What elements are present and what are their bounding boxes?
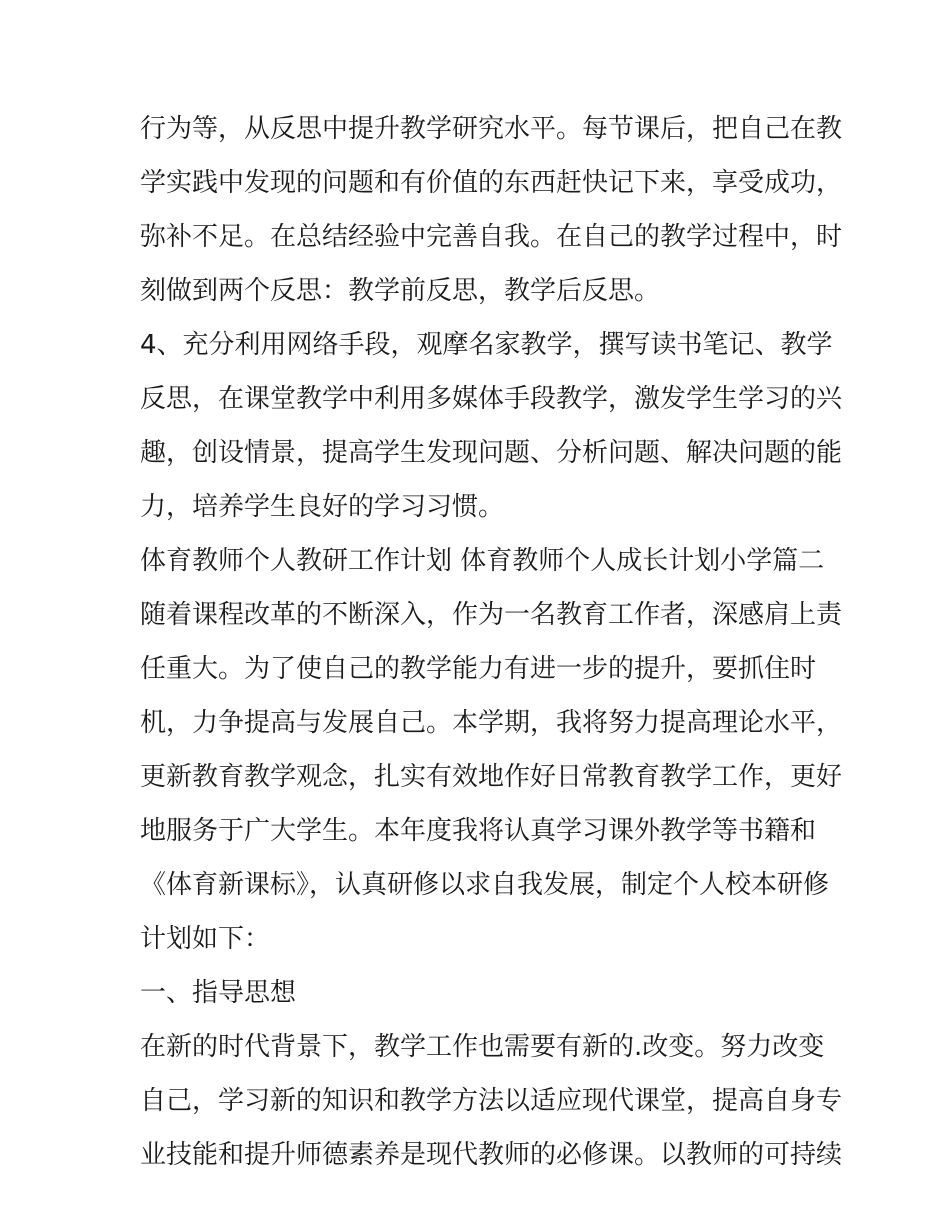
text-line: 《体育新课标》，认真研修以求自我发展，制定个人校本研修 bbox=[140, 870, 830, 900]
section-heading: 一、指导思想 bbox=[140, 978, 297, 1008]
text-line: 任重大。为了使自己的教学能力有进一步的提升，要抓住时 bbox=[140, 654, 817, 684]
text-line: 刻做到两个反思：教学前反思，教学后反思。 bbox=[140, 276, 661, 306]
text-line: 计划如下： bbox=[140, 924, 271, 954]
text-line: 趣，创设情景，提高学生发现问题、分析问题、解决问题的能 bbox=[140, 438, 843, 468]
text-line: 行为等，从反思中提升教学研究水平。每节课后，把自己在教 bbox=[140, 114, 843, 144]
text-line: 4、充分利用网络手段，观摩名家教学，撰写读书笔记、教学 bbox=[140, 330, 833, 360]
text-line: 机，力争提高与发展自己。本学期，我将努力提高理论水平， bbox=[140, 708, 843, 738]
text-line: 更新教育教学观念，扎实有效地作好日常教育教学工作，更好 bbox=[140, 762, 843, 792]
text-line: 业技能和提升师德素养是现代教师的必修课。以教师的可持续 bbox=[140, 1140, 843, 1170]
text-line: 学实践中发现的问题和有价值的东西赶快记下来，享受成功， bbox=[140, 168, 843, 198]
text-line: 力，培养学生良好的学习习惯。 bbox=[140, 492, 505, 522]
text-line: 弥补不足。在总结经验中完善自我。在自己的教学过程中，时 bbox=[140, 222, 843, 252]
text-line: 自己，学习新的知识和教学方法以适应现代课堂，提高自身专 bbox=[140, 1086, 843, 1116]
text-line: 随着课程改革的不断深入，作为一名教育工作者，深感肩上责 bbox=[140, 600, 843, 630]
section-heading: 体育教师个人教研工作计划 体育教师个人成长计划小学篇二 bbox=[140, 546, 825, 576]
text-line: 在新的时代背景下，教学工作也需要有新的.改变。努力改变 bbox=[140, 1032, 825, 1062]
text-line: 反思，在课堂教学中利用多媒体手段教学，激发学生学习的兴 bbox=[140, 384, 843, 414]
text-line: 地服务于广大学生。本年度我将认真学习课外教学等书籍和 bbox=[140, 816, 817, 846]
